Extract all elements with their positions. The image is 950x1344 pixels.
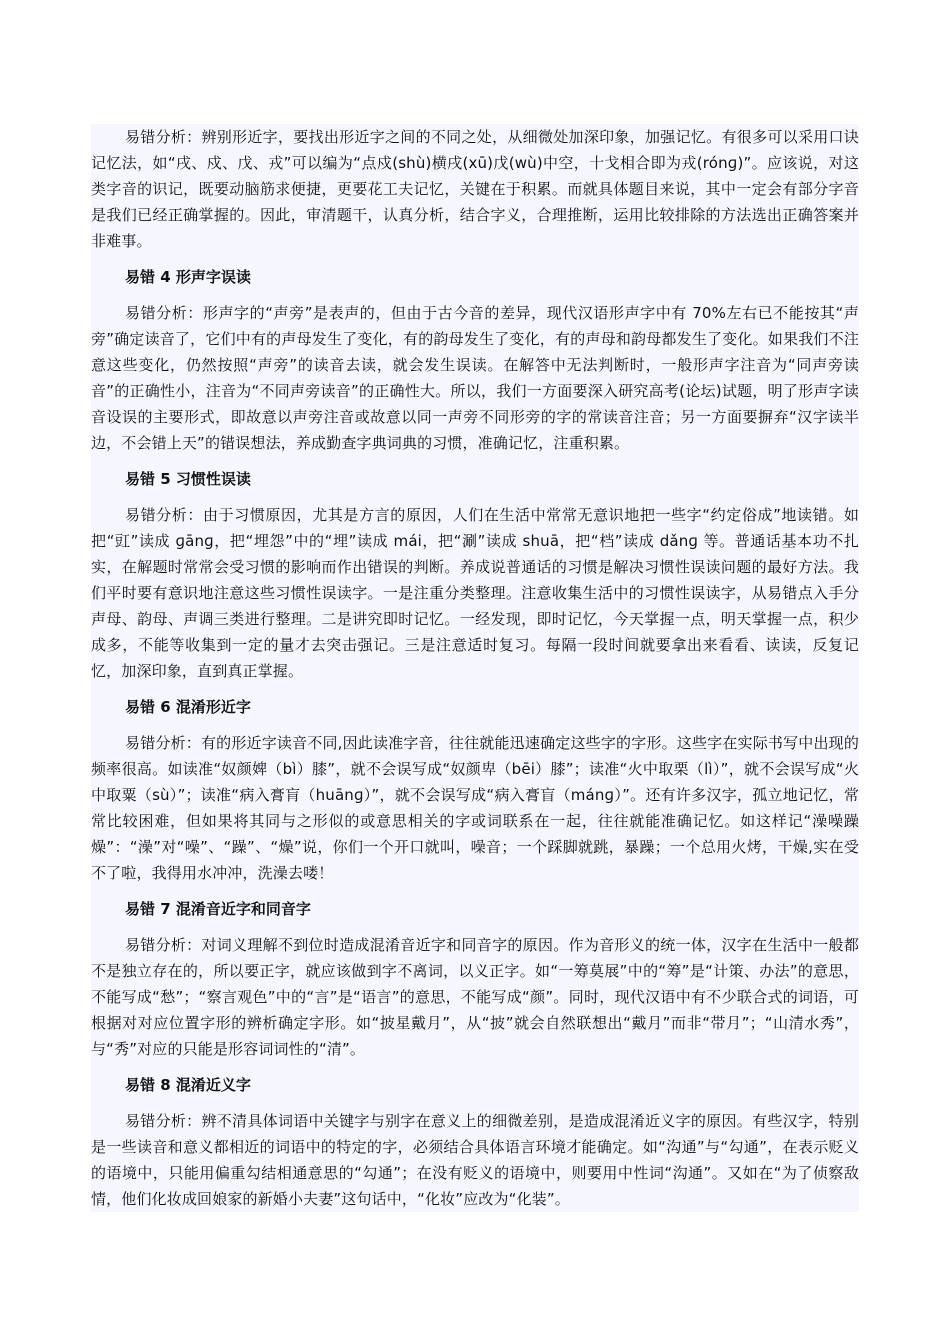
- section-heading-4: 易错 4 形声字误读: [125, 268, 251, 286]
- section-body-8: 易错分析：辨不清具体词语中关键字与别字在意义上的细微差别，是造成混淆近义字的原因。有些汉字，特别是一些读音和意义都相近的词语中的特定的字，必须结合具体语言环境才能确定。如“沟通”与“勾通”，在表示贬义的语境中，只能用偏重勾结相通意思的“勾通”；在没有贬义的语境中，则要用中性词“沟通”。又如在“为了侦察敌情，他们化妆成回娘家的新婚小夫妻”这句话中，“化妆”应改为“化装”。: [91, 1112, 859, 1208]
- section-body-7: 易错分析：对词义理解不到位时造成混淆音近字和同音字的原因。作为音形义的统一体，汉字在生活中一般都不是独立存在的，所以要正字，就应该做到字不离词，以义正字。如“一筹莫展”中的“筹”是“计策、办法”的意思，不能写成“愁”；“察言观色”中的“言”是“语言”的意思，不能写成“颜”。同时，现代汉语中有不少联合式的词语，可根据对对应位置字形的辨析确定字形。如“披星戴月”，从“披”就会自然联想出“戴月”而非“带月”；“山清水秀”，与“秀”对应的只能是形容词词性的“清”。: [91, 936, 859, 1058]
- section-body-4: 易错分析：形声字的“声旁”是表声的，但由于古今音的差异，现代汉语形声字中有 70%左右已不能按其“声旁”确定读音了，它们中有的声母发生了变化，有的韵母发生了变化，有的声母和韵母都发生了变化。如果我们不注意这些变化，仍然按照“声旁”的读音去读，就会发生误读。在解答中无法判断时，一般形声字注音为“同声旁读音”的正确性小，注音为“不同声旁读音”的正确性大。所以，我们一方面要深入研究高考(论坛)试题，明了形声字读音设误的主要形式，即故意以声旁注音或故意以同一声旁不同形旁的字的常读音注音；另一方面要摒弃“汉字读半边，不会错上天”的错误想法，养成勤查字典词典的习惯，准确记忆，注重积累。: [91, 304, 859, 452]
- section-heading-7: 易错 7 混淆音近字和同音字: [125, 900, 311, 918]
- section-heading-5: 易错 5 习惯性误读: [125, 470, 251, 488]
- intro-paragraph: 易错分析：辨别形近字，要找出形近字之间的不同之处，从细微处加深印象，加强记忆。有很多可以采用口诀记忆法，如“戌、戍、戊、戎”可以编为“点戍(shù)横戌(xū)戊(wù)中空，十戈相合即为戎(rónɡ)”。应该说，对这类字音的识记，既要动脑筋求便捷，更要花工夫记忆，关键在于积累。而就具体题目来说，其中一定会有部分字音是我们已经正确掌握的。因此，审清题干，认真分析，结合字义，合理推断，运用比较排除的方法选出正确答案并非难事。: [91, 128, 859, 250]
- section-heading-8: 易错 8 混淆近义字: [125, 1076, 251, 1094]
- section-heading-6: 易错 6 混淆形近字: [125, 698, 251, 716]
- document-body: [91, 124, 859, 1212]
- section-body-5: 易错分析：由于习惯原因，尤其是方言的原因，人们在生活中常常无意识地把一些字“约定俗成”地读错。如把“豇”读成 ɡānɡ，把“埋怨”中的“埋”读成 mái，把“涮”读成 shuā，把“档”读成 dǎnɡ 等。普通话基本功不扎实，在解题时常常会受习惯的影响而作出错误的判断。养成说普通话的习惯是解决习惯性误读问题的最好方法。我们平时要有意识地注意这些习惯性误读字。一是注重分类整理。注意收集生活中的习惯性误读字，从易错点入手分声母、韵母、声调三类进行整理。二是讲究即时记忆。一经发现，即时记忆，今天掌握一点，明天掌握一点，积少成多，不能等收集到一定的量才去突击强记。三是注意适时复习。每隔一段时间就要拿出来看看、读读，反复记忆，加深印象，直到真正掌握。: [91, 506, 859, 680]
- section-body-6: 易错分析：有的形近字读音不同,因此读准字音，往往就能迅速确定这些字的字形。这些字在实际书写中出现的频率很高。如读准“奴颜婢（bì）膝”，就不会误写成“奴颜卑（bēi）膝”；读准“火中取栗（lì）”，就不会误写成“火中取粟（sù）”；读准“病入膏肓（huānɡ）”，就不会误写成“病入膏盲（mánɡ）”。还有许多汉字，孤立地记忆，常常比较困难，但如果将其同与之形似的或意思相关的字或词联系在一起，往往就能准确记忆。如这样记“澡噪躁燥”：“澡”对“噪”、“躁”、“燥”说，你们一个开口就叫，噪音；一个踩脚就跳，暴躁；一个总用火烤，干燥,实在受不了啦，我得用水冲冲，洗澡去喽！: [91, 734, 859, 882]
